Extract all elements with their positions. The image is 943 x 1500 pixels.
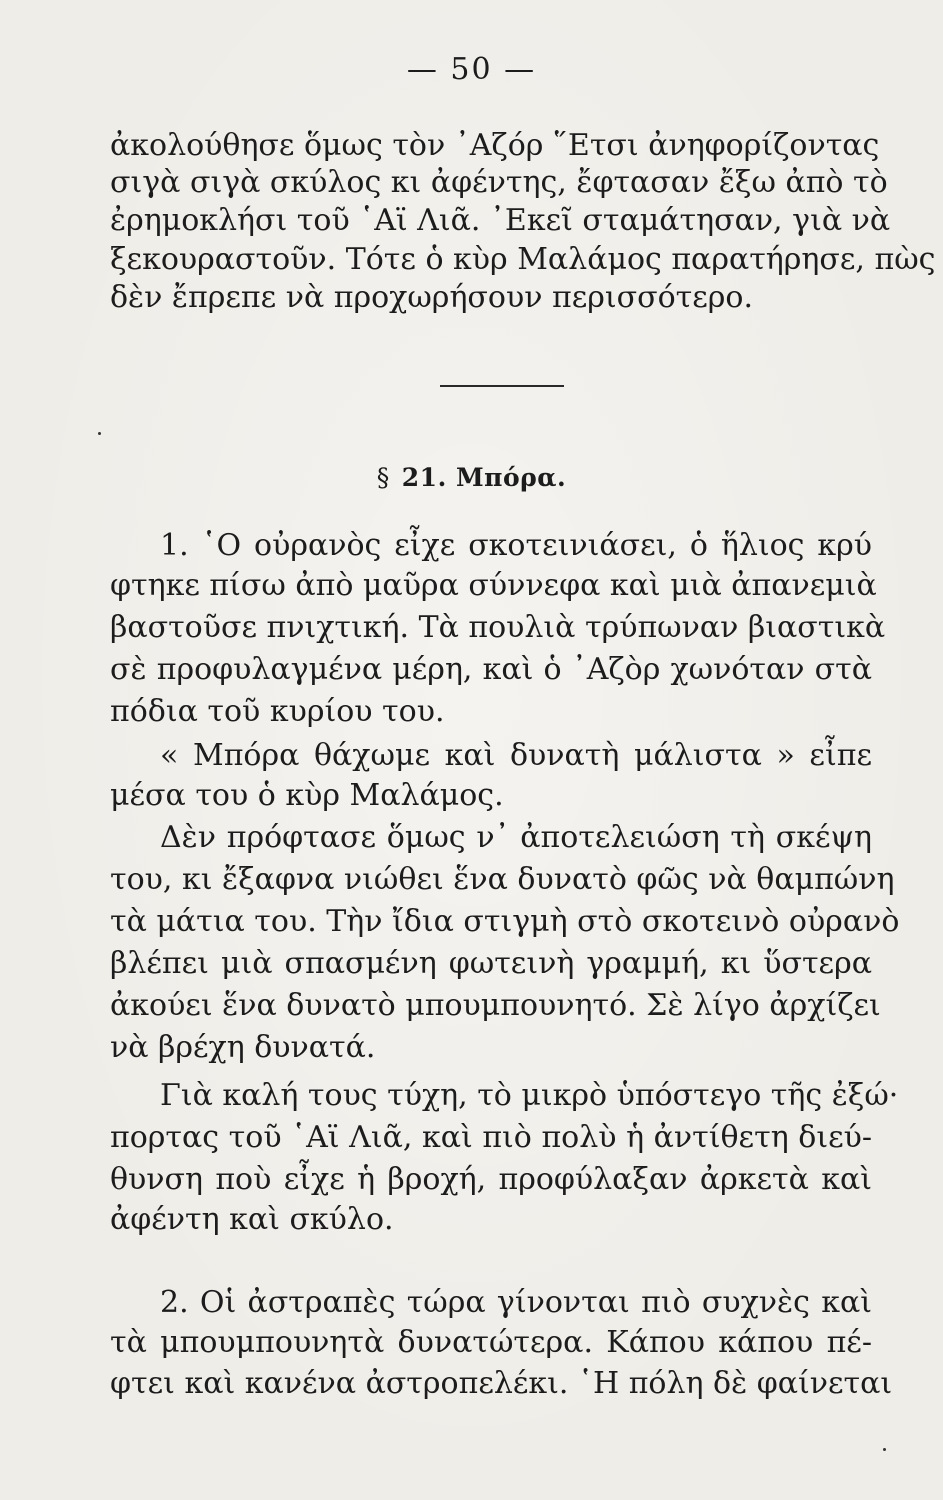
text-line: Δὲν πρόφτασε ὅμως ν᾿ ἀποτελειώση τὴ σκέψη xyxy=(160,820,872,855)
text-line: 1. ῾Ο οὐρανὸς εἶχε σκοτεινιάσει, ὁ ἥλιος κρύ xyxy=(160,528,872,563)
text-line: τὰ μάτια του. Τὴν ἴδια στιγμὴ στὸ σκοτεινὸ οὐρανὸ xyxy=(110,904,900,939)
text-line: του, κι ἔξαφνα νιώθει ἕνα δυνατὸ φῶς νὰ θαμπώνη xyxy=(110,862,895,897)
text-line: βαστοῦσε πνιχτική. Τὰ πουλιὰ τρύπωναν βιαστικὰ xyxy=(110,610,886,645)
text-line: σὲ προφυλαγμένα μέρη, καὶ ὁ ᾿Αζὸρ χωνόταν στὰ xyxy=(110,652,872,687)
section-sign: § xyxy=(376,463,390,492)
text-line: φτηκε πίσω ἀπὸ μαῦρα σύννεφα καὶ μιὰ ἀπανεμιὰ xyxy=(110,568,877,603)
text-line: τὰ μπουμπουνητὰ δυνατώτερα. Κάπου κάπου πέ- xyxy=(110,1325,872,1360)
section-divider xyxy=(440,385,564,387)
section-title: 21. Μπόρα. xyxy=(401,463,567,492)
text-line: ἐρημοκλήσι τοῦ ῾Αϊ Λιᾶ. ᾿Εκεῖ σταμάτησαν, γιὰ νὰ xyxy=(110,203,891,238)
text-line: ξεκουραστοῦν. Τότε ὁ κὺρ Μαλάμος παρατήρησε, πὼς xyxy=(110,242,936,277)
print-speck xyxy=(883,1448,886,1451)
text-line: πόδια τοῦ κυρίου του. xyxy=(110,694,445,729)
print-speck xyxy=(98,432,101,435)
text-line: ἀκολούθησε ὅμως τὸν ᾿Αζόρ ῞Ετσι ἀνηφορίζοντας xyxy=(110,128,880,163)
text-line: πορτας τοῦ ῾Αϊ Λιᾶ, καὶ πιὸ πολὺ ἡ ἀντίθετη διεύ- xyxy=(110,1120,872,1155)
text-line: « Μπόρα θάχωμε καὶ δυνατὴ μάλιστα » εἶπε xyxy=(160,738,872,773)
text-line: Γιὰ καλή τους τύχη, τὸ μικρὸ ὑπόστεγο τῆς ἐξώ· xyxy=(160,1078,899,1113)
text-line: ἀφέντη καὶ σκύλο. xyxy=(110,1202,394,1237)
text-line: 2. Οἱ ἀστραπὲς τώρα γίνονται πιὸ συχνὲς καὶ xyxy=(160,1285,872,1320)
text-line: βλέπει μιὰ σπασμένη φωτεινὴ γραμμή, κι ὕστερα xyxy=(110,946,872,981)
text-line: νὰ βρέχη δυνατά. xyxy=(110,1030,376,1065)
section-heading xyxy=(0,463,943,492)
text-line: δὲν ἔπρεπε νὰ προχωρήσουν περισσότερο. xyxy=(110,280,754,315)
text-line: φτει καὶ κανένα ἀστροπελέκι. ῾Η πόλη δὲ φαίνεται xyxy=(110,1366,893,1401)
text-line: θυνση ποὺ εἶχε ἡ βροχή, προφύλαξαν ἀρκετὰ καὶ xyxy=(110,1162,872,1197)
page-number: — 50 — xyxy=(406,52,537,87)
text-line: σιγὰ σιγὰ σκύλος κι ἀφέντης, ἔφτασαν ἔξω ἀπὸ τὸ xyxy=(110,165,888,200)
text-line: ἀκούει ἕνα δυνατὸ μπουμπουνητό. Σὲ λίγο ἀρχίζει xyxy=(110,988,881,1023)
text-line: μέσα του ὁ κὺρ Μαλάμος. xyxy=(110,778,504,813)
